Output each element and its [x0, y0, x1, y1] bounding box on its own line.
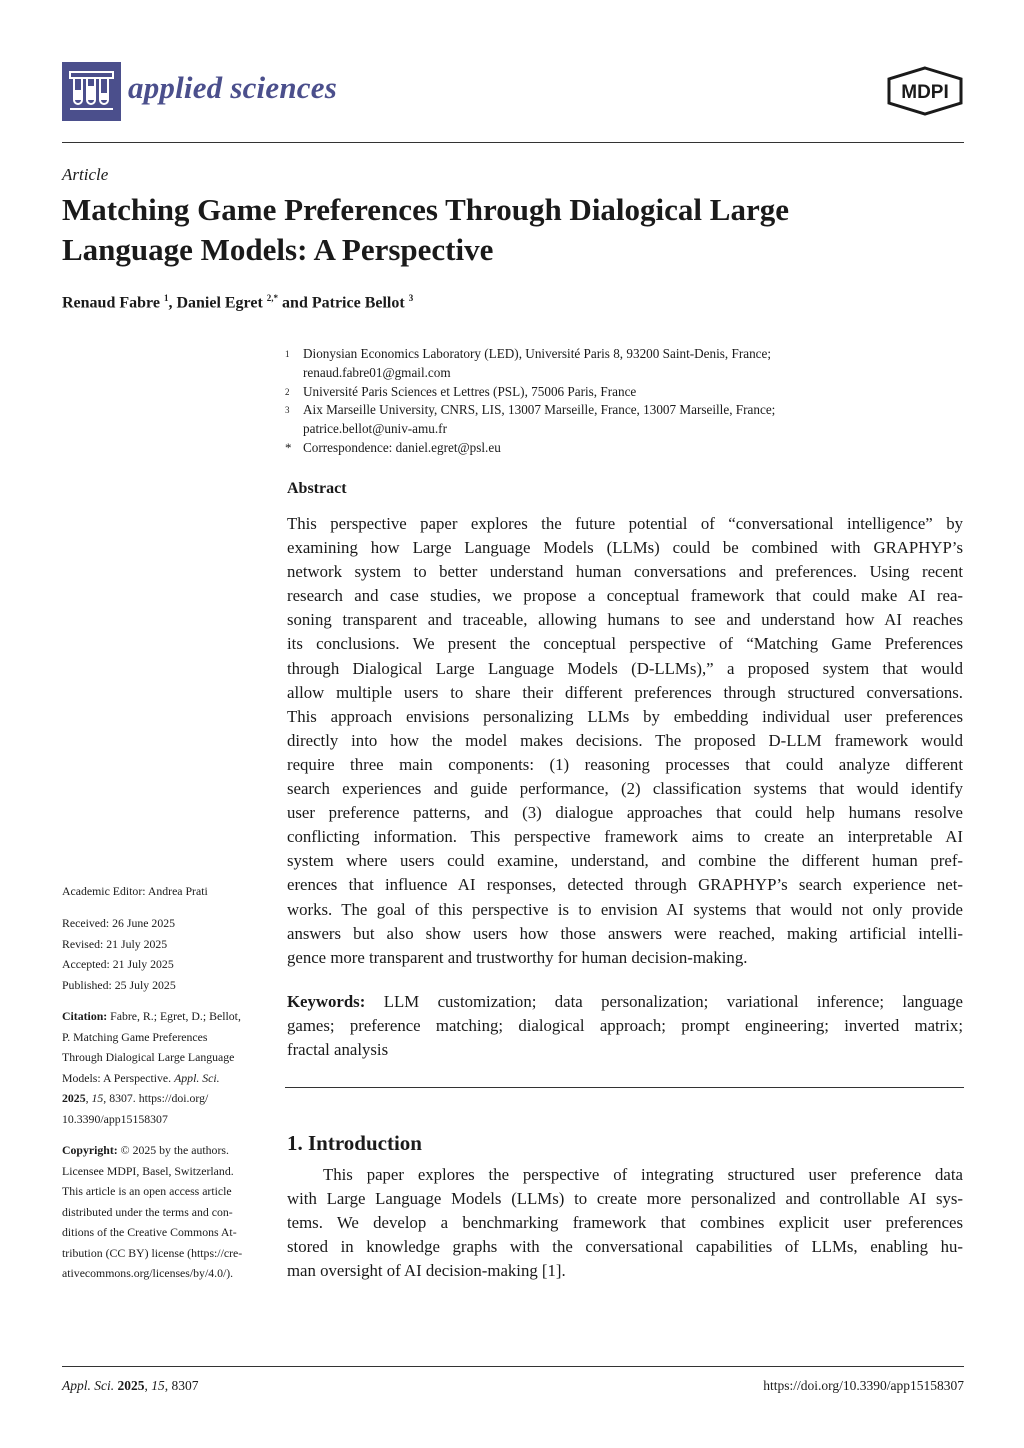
introduction-text: This paper explores the perspective of integrating structured user preference data with Large Language Models (LLMs) to create more personalized and controllable AI sys- tems. We develop a benchmarking framework that combines explicit user preferences stored in knowledge graphs with the conversational capabilities of LLMs, enabling hu- man oversight of AI decision-making [1].: [287, 1165, 963, 1281]
author-name: Renaud Fabre: [62, 294, 160, 312]
author-name: Patrice Bellot: [311, 294, 405, 312]
test-tubes-icon: [62, 62, 121, 121]
abstract-text: This perspective paper explores the future potential of “conversational intelligence” by examining how Large Language Models (LLMs) could be combined with GRAPHYP’s network system to better understand human conversations and preferences. Using recent research and case studies, we propose a conceptual framework that could make AI rea- soning transparent and traceable, allowing humans to see and understand how AI reaches its conclusions. We present the conceptual perspective of “Matching Game Preferences through Dialogical Large Language Models (D-LLMs),” a proposed system that would allow multiple users to share their different preferences through structured conversations. This approach envisions personalizing LLMs by embedding individual user preferences directly into how the model makes decisions. The proposed D-LLM framework would require three main components: (1) reasoning processes that could analyze different search experiences and guide performance, (2) classification systems that would identify user preference patterns, and (3) dialogue approaches that could help humans resolve conflicting information. This perspective framework aims to create an interpretable AI system where users could examine, understand, and combine the different human pref- erences that influence AI responses, detected through GRAPHYP’s search experience net- works. The goal of this perspective is to envision AI systems that would not only provide answers but also show users how those answers were reached, making artificial intelli- gence more transparent and trustworthy for human decision-making.: [287, 514, 963, 967]
paper-title: Matching Game Preferences Through Dialogical Large Language Models: A Perspective: [62, 192, 789, 267]
accepted-date: Accepted: 21 July 2025: [62, 957, 174, 971]
license-link[interactable]: tribution (CC BY) license (https://cre-: [62, 1245, 243, 1260]
copyright-block: Copyright: © 2025 by the authors. Licensee MDPI, Basel, Switzerland. This article is an open access article distributed under the terms and con- ditions of the Creative Commons At- tribution (CC BY) license (https://cre- ativecommons.org/licenses/by/4.0/).: [62, 1140, 262, 1284]
publisher-logo: [886, 66, 964, 116]
section-heading-introduction: 1. Introduction: [287, 1131, 422, 1155]
publication-dates: [62, 913, 262, 995]
revised-date: Revised: 21 July 2025: [62, 936, 168, 951]
keywords-label: Keywords:: [287, 992, 366, 1011]
published-date: Published: 25 July 2025: [62, 977, 176, 992]
article-type: Article: [62, 165, 109, 184]
affiliation-item: 3 Aix Marseille University, CNRS, LIS, 13007 Marseille, France, 13007 Marseille, France; patrice.bellot@univ-amu.fr: [285, 401, 885, 439]
affiliation-item: 2 Université Paris Sciences et Lettres (PSL), 75006 Paris, France: [285, 383, 637, 399]
header-divider: [62, 142, 964, 143]
mdpi-logo-icon: [886, 66, 964, 116]
journal-name: applied sciences: [128, 70, 337, 105]
abstract-heading: Abstract: [287, 480, 347, 497]
journal-logo: [62, 62, 121, 121]
keywords: Keywords: LLM customization; data personalization; variational inference; language games; preference matching; dialogical approach; prompt engineering; inverted matrix; fractal analysis: [287, 992, 963, 1060]
citation-block: Citation: Fabre, R.; Egret, D.; Bellot, P. Matching Game Preferences Through Dialogical Large Language Models: A Perspective. Appl. Sci. 2025, 15, 8307. https://doi.org/ 10.3390/app15158307: [62, 1006, 262, 1129]
footer-citation: Appl. Sci. 2025, 15, 8307: [62, 1378, 199, 1393]
author-list: Renaud Fabre $^1$, Daniel Egret $^{2,*}$ and Patrice Bellot $^3$: [62, 293, 414, 312]
affiliations: [285, 345, 885, 458]
license-link[interactable]: ativecommons.org/licenses/by/4.0/).: [62, 1266, 234, 1280]
academic-editor: Academic Editor: Andrea Prati: [62, 884, 208, 898]
copyright-label: Copyright:: [62, 1143, 118, 1157]
citation-label: Citation:: [62, 1009, 108, 1023]
correspondence: * Correspondence: daniel.egret@psl.eu: [285, 439, 501, 455]
received-date: Received: 26 June 2025: [62, 916, 176, 930]
svg-text:MDPI: MDPI: [901, 82, 949, 103]
author-affiliation-mark: 2,*: [266, 293, 279, 303]
citation-doi-link[interactable]: 10.3390/app15158307: [62, 1111, 168, 1126]
email-link[interactable]: renaud.fabre01@gmail.com: [303, 364, 451, 380]
abstract-divider: [285, 1087, 964, 1088]
email-link[interactable]: patrice.bellot@univ-amu.fr: [303, 421, 447, 437]
author-affiliation-mark: 3: [408, 293, 414, 303]
footer-doi-link[interactable]: https://doi.org/10.3390/app15158307: [763, 1378, 964, 1393]
author-name: Daniel Egret: [176, 294, 263, 312]
affiliation-item: 1 Dionysian Economics Laboratory (LED), Université Paris 8, 93200 Saint-Denis, France; renaud.fabre01@gmail.com: [285, 345, 885, 383]
author-affiliation-mark: 1: [163, 293, 169, 303]
footer-divider: [62, 1366, 964, 1367]
